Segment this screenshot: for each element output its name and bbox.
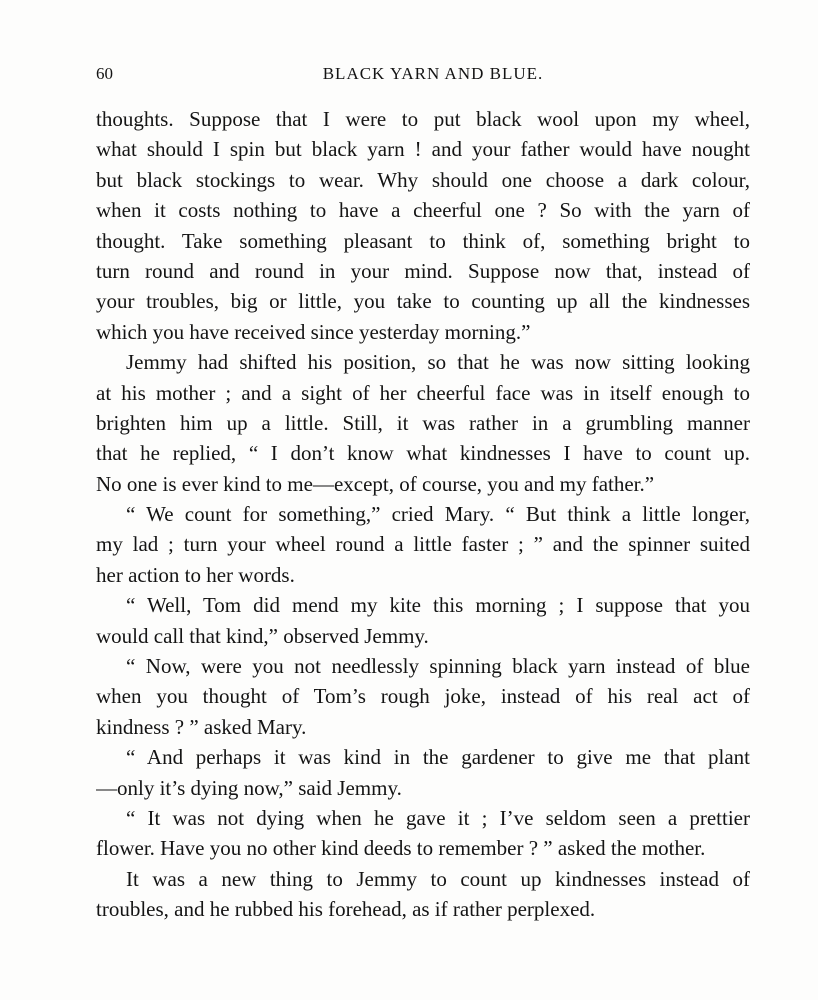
page-number: 60 (96, 64, 113, 83)
text-line: but black stockings to wear. Why should one choose a dark colour, (96, 167, 750, 192)
text-line: at his mother ; and a sight of her cheerful face was in itself enough to (96, 380, 750, 405)
text-line: kindness ? ” asked Mary. (96, 714, 307, 739)
text-line: thought. Take something pleasant to think of, something bright to (96, 228, 750, 253)
text-line: No one is ever kind to me—except, of course, you and my father.” (96, 471, 655, 496)
text-line: her action to her words. (96, 562, 295, 587)
text-line: —only it’s dying now,” said Jemmy. (96, 775, 402, 800)
text-line: when you thought of Tom’s rough joke, instead of his real act of (96, 684, 750, 709)
text-line: turn round and round in your mind. Suppose now that, instead of (96, 258, 750, 283)
text-line: brighten him up a little. Still, it was rather in a grumbling manner (96, 410, 750, 435)
page-header (96, 64, 750, 92)
text-line: what should I spin but black yarn ! and your father would have nought (96, 137, 750, 162)
text-line: your troubles, big or little, you take to counting up all the kindnesses (96, 289, 750, 314)
text-line: “ Now, were you not needlessly spinning black yarn instead of blue (126, 654, 750, 679)
text-line: Jemmy had shifted his position, so that he was now sitting looking (126, 350, 750, 375)
text-line: “ It was not dying when he gave it ; I’ve seldom seen a prettier (126, 805, 750, 830)
text-line: which you have received since yesterday morning.” (96, 319, 531, 344)
body-text (96, 104, 750, 925)
text-line: when it costs nothing to have a cheerful one ? So with the yarn of (96, 198, 750, 223)
text-line: troubles, and he rubbed his forehead, as if rather perplexed. (96, 897, 596, 922)
running-title: BLACK YARN AND BLUE. (322, 64, 544, 83)
text-line: that he replied, “ I don’t know what kindnesses I have to count up. (96, 441, 750, 466)
text-line: “ We count for something,” cried Mary. “ But think a little longer, (126, 502, 750, 527)
text-line: flower. Have you no other kind deeds to remember ? ” asked the mother. (96, 836, 706, 861)
text-line: “ And perhaps it was kind in the gardener to give me that plant (126, 745, 750, 770)
text-line: would call that kind,” observed Jemmy. (96, 623, 429, 648)
text-line: my lad ; turn your wheel round a little faster ; ” and the spinner suited (96, 532, 750, 557)
text-line: It was a new thing to Jemmy to count up kindnesses instead of (126, 866, 750, 891)
text-line: “ Well, Tom did mend my kite this morning ; I suppose that you (126, 593, 750, 618)
text-line: thoughts. Suppose that I were to put black wool upon my wheel, (96, 107, 750, 131)
